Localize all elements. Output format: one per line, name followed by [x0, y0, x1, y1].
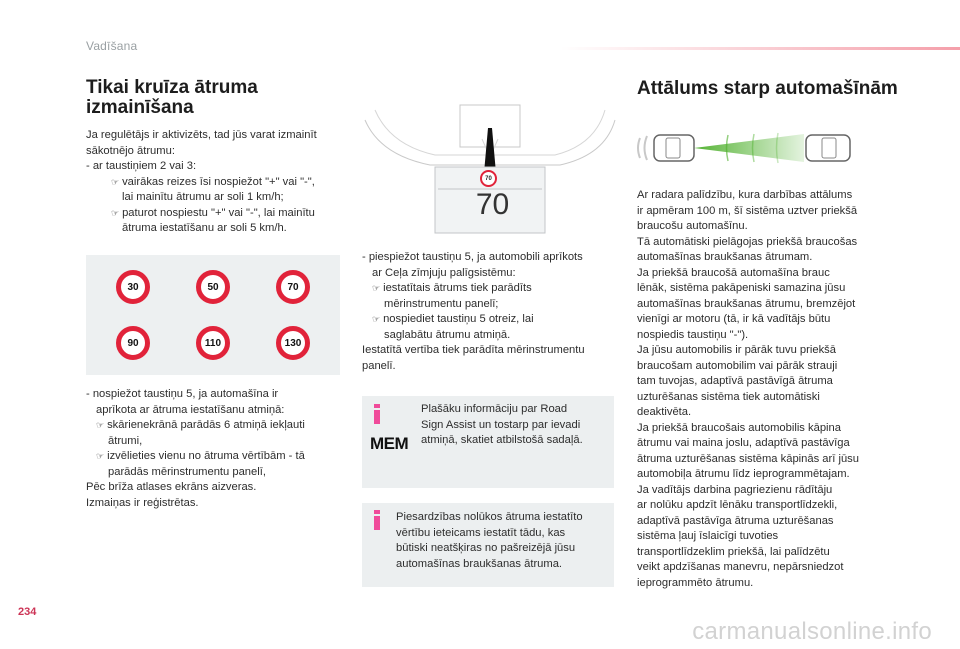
info-icon [374, 410, 380, 424]
left-item2-block [86, 387, 351, 511]
outro-line: Iestatītā vertība tiek parādīta mērinstrumentu [362, 344, 585, 356]
item-2-cont: aprīkota ar ātruma iestatīšanu atmiņā: [96, 403, 285, 416]
sub-item: ☞ izvēlieties vienu no ātruma vērtībām - tā [96, 450, 305, 462]
speed-sign: 110 [196, 326, 230, 360]
sub-item: ☞ iestatītais ātrums tiek parādīts [372, 282, 532, 294]
right-paragraph: Ar radara palīdzību, kura darbības attālums ir apmēram 100 m, šī sistēma uztver priekšā braucošu automašīnu. Tā automātiski pielāgojas priekšā braucošas automašīnas braukšanas ātrumam. Ja priekšā braucošā automašīna brauc lēnāk, sistēma pakāpeniski samazina jūsu automašīnas braukšanas ātrumu, bremzējot vienīgi ar motoru (tā, ir kā vadītājs būtu nospiedis taustiņu "-"). Ja jūsu automobilis ir pārāk tuvu priekšā braucošam automobilim vai pārāk strauji tam tuvojas, adaptīvā pastāvīgā ātruma uzturēšanas sistēma tiek automātiski deaktivēta. Ja priekšā braucošais automobilis kāpina ātrumu vai maina joslu, adaptīvā pastāvīga ātruma uzturēšanas sistēma kāpinās arī jūsu automobiļa ātrumu līdz ieprogrammētajam. Ja vadītājs darbina pagriezienu rādītāju ar nolūku apdzīt lēnāku transportlīdzekli, adaptīvā pastāvīga ātruma uzturēšanas sistēma ļauj īslaicīgi tuvoties transportlīdzeklim priekšā, lai palīdzētu veikt apdzīšanas manevru, nepārsniedzot ieprogrammēto ātrumu. [637, 189, 859, 589]
header-rule [560, 47, 960, 50]
item-3: - piespiežot taustiņu 5, ja automobili aprīkots [362, 251, 583, 263]
left-intro-block [86, 128, 346, 237]
sub-item: ☞ nospiediet taustiņu 5 otreiz, lai [372, 313, 534, 325]
sub-item-cont: saglabātu ātrumu atmiņā. [384, 328, 511, 341]
sub-item: ☞ paturot nospiestu "+" vai "-", lai mainītu [111, 206, 315, 219]
sub-item: ☞ skārienekrānā parādās 6 atmiņā iekļauti [96, 419, 305, 431]
info-box-mem [362, 396, 614, 488]
info-box-mem-text: Plašāku informāciju par Road Sign Assist un tostarp par ievadi atmiņā, skatiet atbilstošā sadaļā. [421, 403, 583, 446]
arrow-icon: ☞ [111, 176, 120, 187]
right-title: Attālums starp automašīnām [637, 78, 898, 99]
arrow-icon: ☞ [96, 451, 105, 461]
radar-illustration [636, 126, 876, 171]
sub-item-cont: ātruma iestatīšanu ar soli 5 km/h. [122, 222, 287, 234]
speed-signs-panel [86, 255, 340, 375]
item-3-cont: ar Ceļa zīmjuju palīgsistēmu: [372, 266, 516, 279]
speed-sign: 90 [116, 326, 150, 360]
sub-item-cont: ātrumi, [108, 434, 143, 447]
left-title: Tikai kruīza ātruma izmainīšana [86, 77, 258, 118]
item-2: - nospiežot taustiņu 5, ja automašīna ir [86, 388, 279, 400]
display-speed-value: 70 [475, 188, 510, 221]
speed-sign: 70 [276, 270, 310, 304]
outro-line: panelī. [362, 359, 396, 372]
page-number: 234 [18, 606, 37, 618]
intro-line: sākotnējo ātrumu: [86, 144, 175, 157]
arrow-icon: ☞ [372, 283, 381, 293]
info-icon [374, 516, 380, 530]
arrow-icon: ☞ [111, 207, 120, 218]
arrow-icon: ☞ [96, 420, 105, 430]
info-box-caution [362, 503, 614, 587]
speed-sign: 130 [276, 326, 310, 360]
mem-label: MEM [370, 434, 409, 453]
info-box-caution-text: Piesardzības nolūkos ātruma iestatīto vērtību ieteicams iestatīt tādu, kas būtiski neatšķiras no pašreizējā jūsu automašīnas braukšanas ātruma. [396, 511, 583, 570]
outro-line: Izmaiņas ir reģistrētas. [86, 496, 199, 509]
middle-item3-block [362, 250, 620, 374]
watermark: carmanualsonline.info [692, 618, 932, 645]
speed-sign: 30 [116, 270, 150, 304]
outro-line: Pēc brīža atlases ekrāns aizveras. [86, 481, 257, 493]
intro-line: Ja regulētājs ir aktivizēts, tad jūs varat izmainīt [86, 129, 317, 141]
sub-item-cont: parādās mērinstrumentu panelī, [108, 465, 266, 478]
speed-sign: 50 [196, 270, 230, 304]
sub-item-cont: mērinstrumentu panelī; [384, 297, 499, 310]
sub-item-cont: lai mainītu ātrumu ar soli 1 km/h; [122, 191, 284, 203]
section-label: Vadīšana [86, 39, 138, 53]
display-sign: 70 [480, 170, 497, 187]
item-1: - ar taustiņiem 2 vai 3: [86, 160, 197, 172]
sub-item: ☞ vairākas reizes īsi nospiežot "+" vai "-", [111, 175, 315, 188]
arrow-icon: ☞ [372, 314, 381, 324]
